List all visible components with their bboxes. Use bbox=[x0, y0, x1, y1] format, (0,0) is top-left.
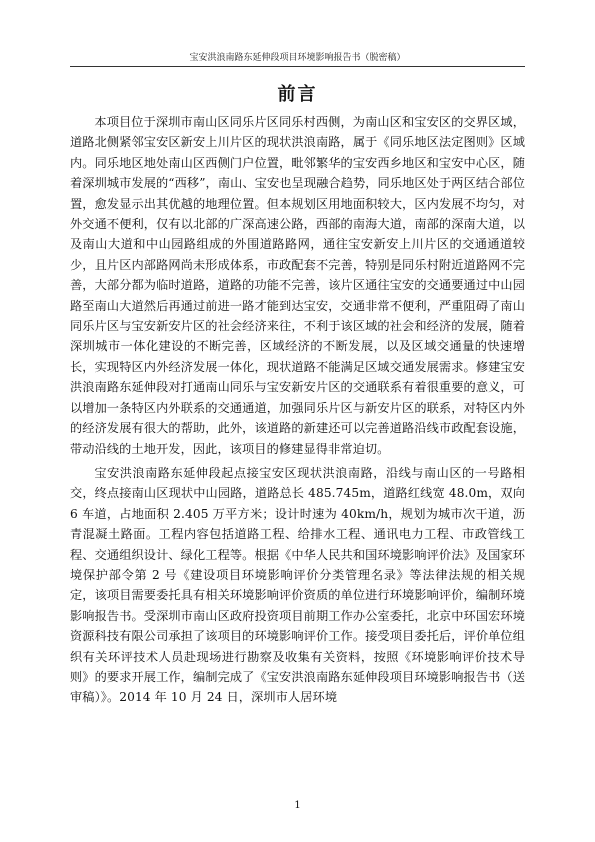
page-number: 1 bbox=[294, 800, 301, 811]
body-content bbox=[70, 112, 525, 708]
running-header: 宝安洪浪南路东延伸段项目环境影响报告书（脱密稿） bbox=[189, 53, 406, 63]
paragraph-background: 本项目位于深圳市南山区同乐片区同乐村西侧，为南山区和宝安区的交界区域，道路北侧紧邻宝安区新安上川片区的现状洪浪南路，属于《同乐地区法定图则》区域内。同乐地区地处南山区西侧门户位置，毗邻繁华的宝安西乡地区和宝安中心区，随着深圳城市发展的“西移”，南山、宝安也呈现融合趋势，同乐地区处于两区结合部位置，愈发显示出其优越的地理位置。但本规划区用地面积较大，区内发展不均匀，对外交通不便利，仅有以北部的广深高速公路，西部的南海大道，南部的深南大道，以及南山大道和中山园路组成的外围道路路网，通往宝安新安上川片区的交通通道较少，且片区内部路网尚未形成体系，市政配套不完善，特别是同乐村附近道路网不完善，大部分都为临时道路，道路的功能不完善，该片区通往宝安的交通要通过中山园路至南山大道然后再通过前进一路才能到达宝安，交通非常不便利，严重阻碍了南山同乐片区与宝安新安片区的社会经济来往，不利于该区域的社会和经济的发展，随着深圳城市一体化建设的不断完善，区域经济的不断发展，以及区域交通量的快速增长，实现特区内外经济发展一体化，现状道路不能满足区域交通发展需求。修建宝安洪浪南路东延伸段对打通南山同乐与宝安新安片区的交通联系有着很重要的意义，可以增加一条特区内外联系的交通通道，加强同乐片区与新安片区的联系，对特区内外的经济发展有很大的帮助，此外，该道路的新建还可以完善道路沿线市政配套设施，带动沿线的土地开发，因此，该项目的修建显得非常迫切。 bbox=[70, 115, 526, 456]
page-title: 前言 bbox=[277, 84, 318, 105]
header-rule bbox=[70, 66, 525, 67]
paragraph-project-overview: 宝安洪浪南路东延伸段起点接宝安区现状洪浪南路，沿线与南山区的一号路相交，终点接南山区现状中山园路，道路总长 485.745m，道路红线宽 48.0m，双向 6 车道，占地面积 2.405 万平方米；设计时速为 40km/h，规划为城市次干道，沥青混凝土路面。工程内容包括道路工程、给排水工程、通讯电力工程、市政管线工程、交通组织设计、绿化工程等。根据《中华人民共和国环境影响评价法》及国家环境保护部令第 2 号《建设项目环境影响评价分类管理名录》等法律法规的相关规定，该项目需要委托具有相关环境影响评价资质的单位进行环境影响评价，编制环境影响报告书。受深圳市南山区政府投资项目前期工作办公室委托，北京中环国宏环境资源科技有限公司承担了该项目的环境影响评价工作。接受项目委托后，评价单位组织有关环评技术人员赴现场进行勘察及收集有关资料，按照《环境影响评价技术导则》的要求开展工作，编制完成了《宝安洪浪南路东延伸段项目环境影响报告书（送审稿）》。2014 年 10 月 24 日，深圳市人居环境 bbox=[70, 465, 525, 705]
